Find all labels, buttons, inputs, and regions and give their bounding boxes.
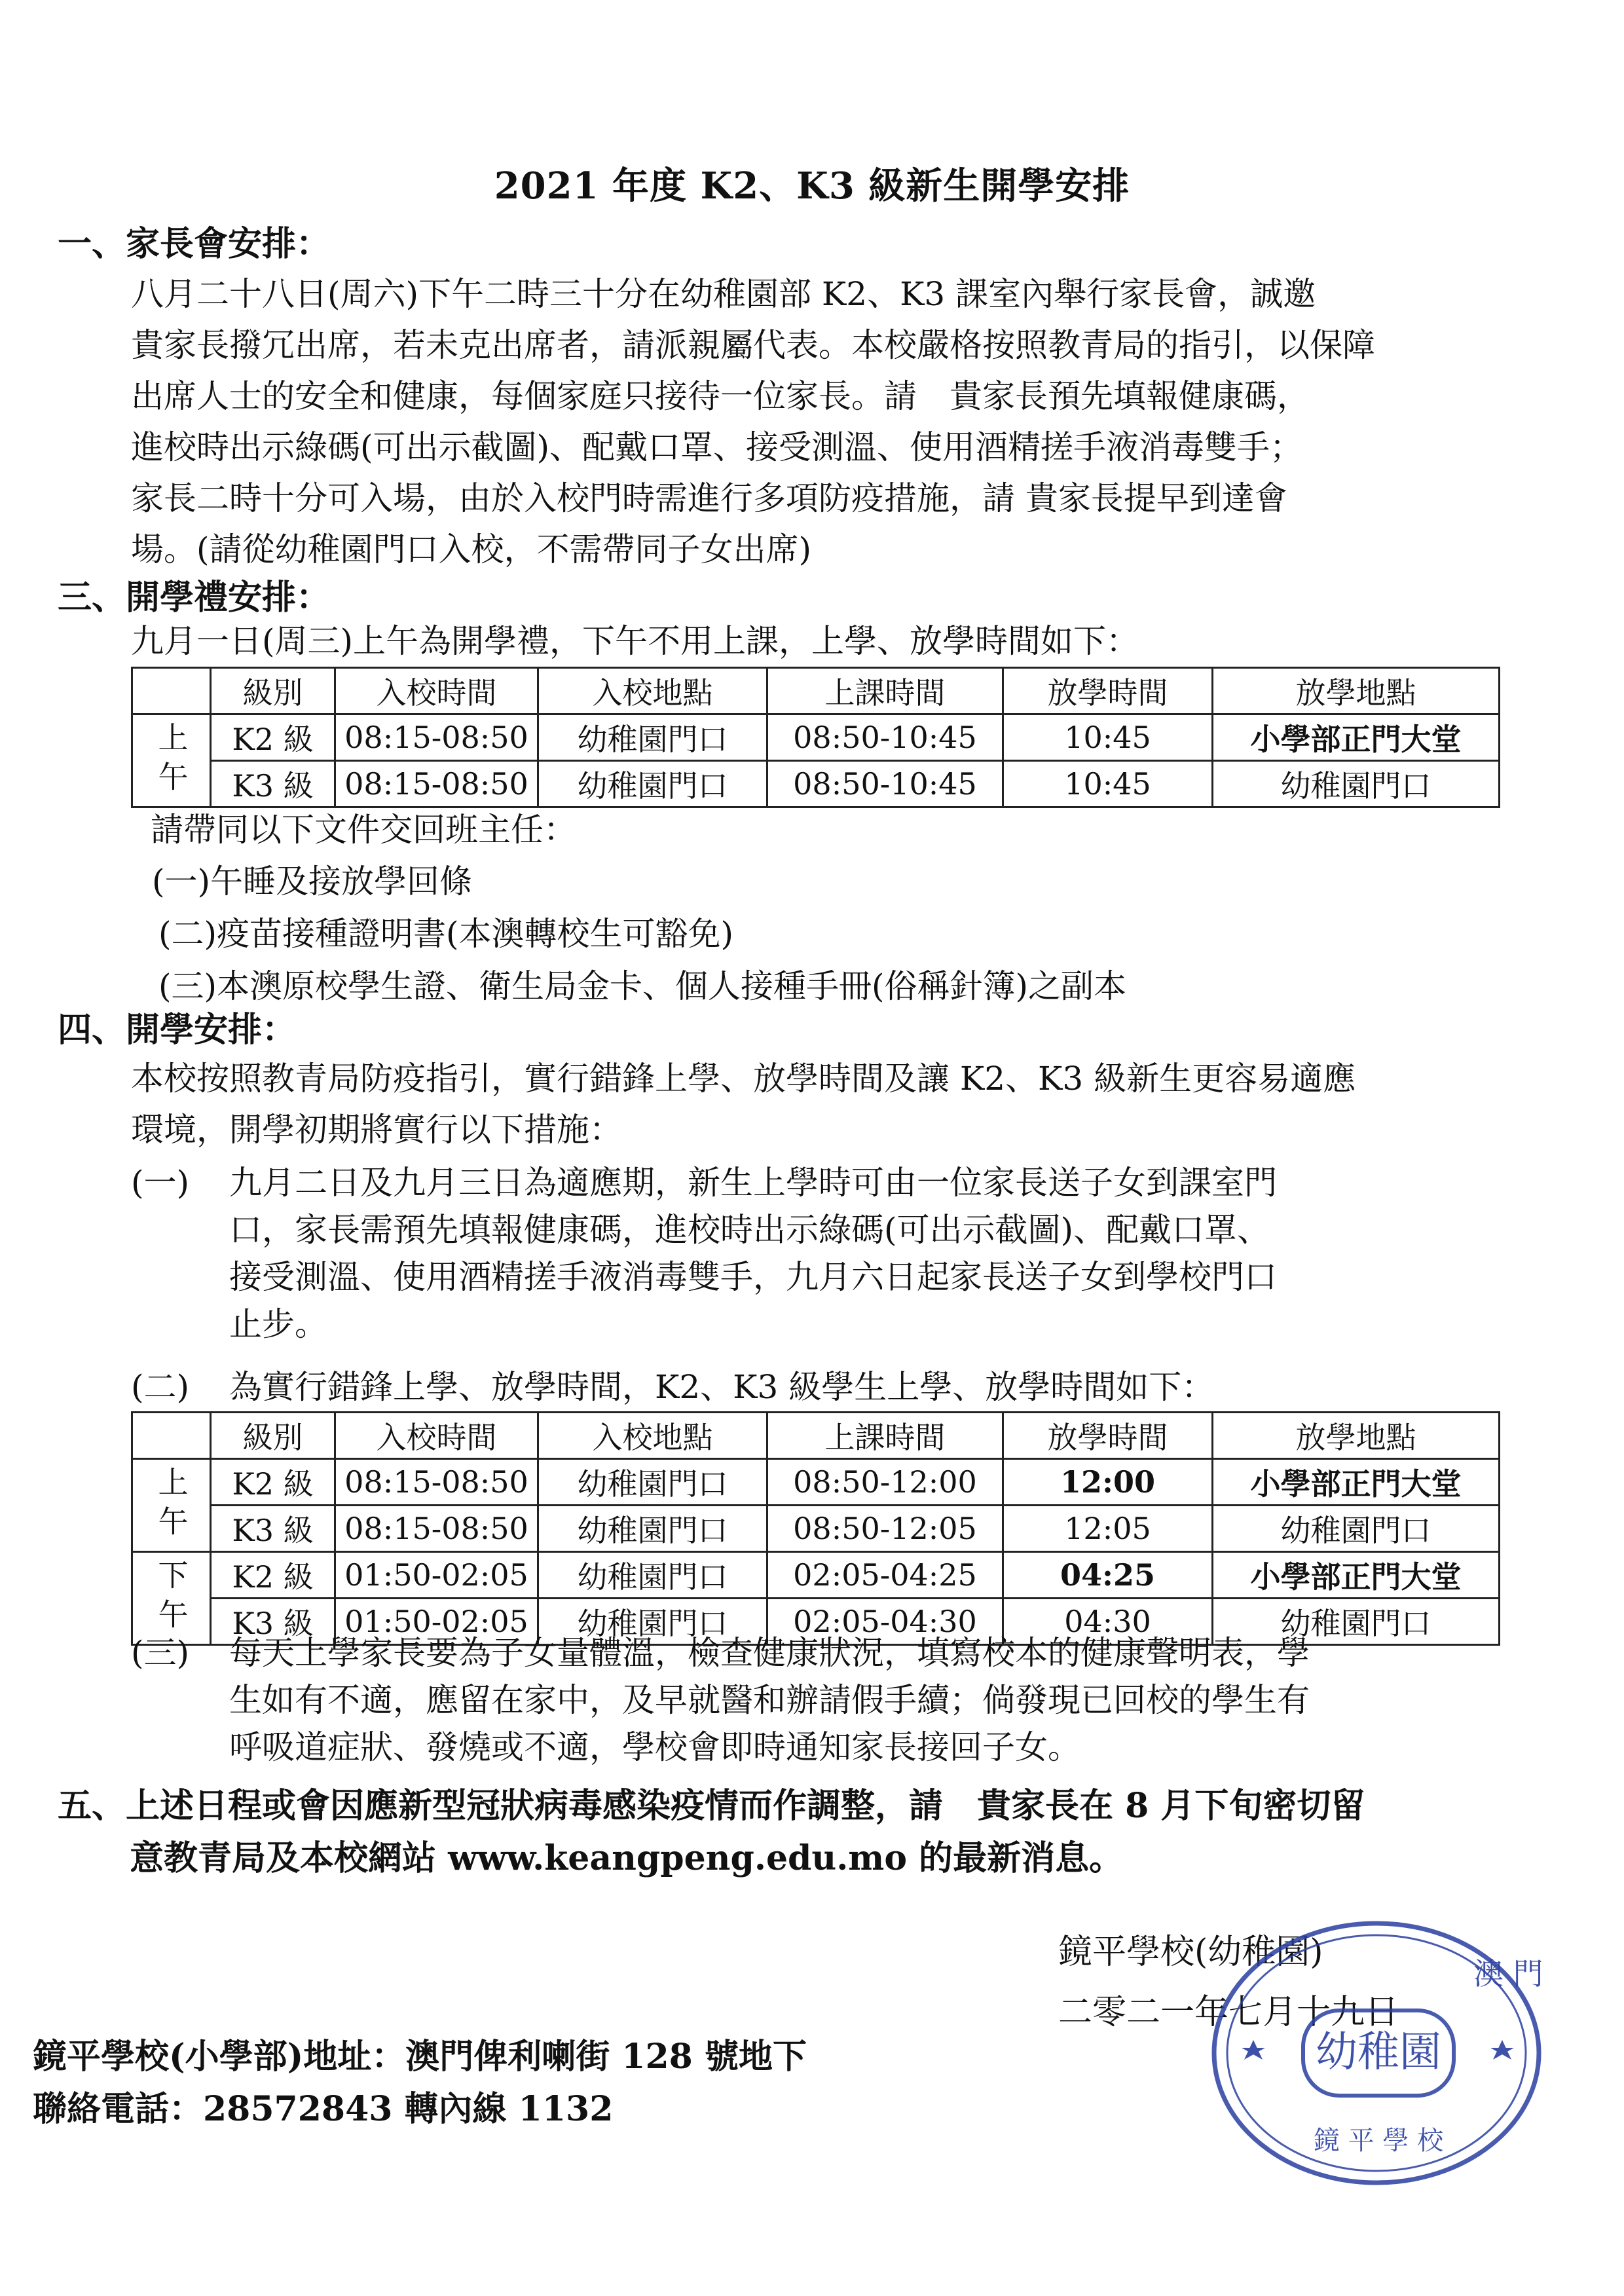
table-cell: 08:50-12:00	[767, 1459, 1003, 1506]
table-cell: 12:05	[1003, 1506, 1213, 1552]
table-cell: 幼稚園門口	[538, 714, 767, 761]
table-header-cell: 上課時間	[767, 1413, 1003, 1459]
table-header-cell: 級別	[211, 668, 335, 714]
table-cell: 08:15-08:50	[335, 1459, 538, 1506]
section5-notice	[58, 1780, 1365, 1885]
item-mark: (二)	[131, 1368, 190, 1406]
table-cell: 小學部正門大堂	[1213, 1552, 1500, 1599]
table-header-cell: 級別	[211, 1413, 335, 1459]
item-body	[229, 1629, 1310, 1771]
table-cell: 幼稚園門口	[538, 1459, 767, 1506]
section1-line: 貴家長撥冗出席，若未克出席者，請派親屬代表。本校嚴格按照教青局的指引，以保障	[131, 326, 1375, 364]
section4-intro	[131, 1053, 1356, 1155]
table-cell: 04:25	[1003, 1552, 1213, 1599]
table-cell: 12:00	[1003, 1459, 1213, 1506]
table-cell: K2 級	[211, 1552, 335, 1599]
staggered-schedule-table	[131, 1411, 1500, 1646]
measure-item-1	[131, 1159, 1506, 1356]
item-line: 九月二日及九月三日為適應期，新生上學時可由一位家長送子女到課室門	[229, 1164, 1277, 1202]
stamp-bottom-text: 鏡 平 學 校	[1313, 2126, 1444, 2156]
section1-line: 進校時出示綠碼(可出示截圖)、配戴口罩、接受測溫、使用酒精搓手液消毒雙手；	[131, 428, 1303, 466]
documents-intro: 請帶同以下文件交回班主任：	[151, 811, 576, 849]
section1-paragraph	[131, 268, 1375, 575]
item-line: 每天上學家長要為子女量體溫，檢查健康狀況，填寫校本的健康聲明表，學	[229, 1634, 1310, 1672]
table-cell: 10:45	[1003, 714, 1213, 761]
table-cell: 幼稚園門口	[538, 761, 767, 807]
item-body	[229, 1363, 1214, 1411]
item-line: 生如有不適，應留在家中，及早就醫和辦請假手續；倘發現已回校的學生有	[229, 1681, 1310, 1719]
table-cell: 小學部正門大堂	[1213, 1459, 1500, 1506]
section4-heading: 四、開學安排：	[58, 1010, 297, 1050]
table-header-cell: 放學地點	[1213, 1413, 1500, 1459]
item-line: 接受測溫、使用酒精搓手液消毒雙手，九月六日起家長送子女到學校門口	[229, 1258, 1277, 1296]
table-header-cell: 入校地點	[538, 1413, 767, 1459]
table-header-cell	[132, 1413, 211, 1459]
table-cell: 幼稚園門口	[1213, 1599, 1500, 1645]
table-header-cell: 放學時間	[1003, 1413, 1213, 1459]
table-cell: 01:50-02:05	[335, 1552, 538, 1599]
measure-item-3	[131, 1629, 1506, 1780]
table-cell: K3 級	[211, 1599, 335, 1645]
table-header-row	[132, 668, 1500, 714]
table-cell: 10:45	[1003, 761, 1213, 807]
signature-date: 二零二一年七月十九日	[1058, 1993, 1399, 2032]
school-signature: 鏡平學校(幼稚園)	[1058, 1933, 1323, 1972]
star-icon	[1242, 2040, 1265, 2060]
table-cell: 04:30	[1003, 1599, 1213, 1645]
table-row	[132, 1506, 1500, 1552]
document-title: 2021 年度 K2、K3 級新生開學安排	[494, 164, 1130, 208]
stamp-top-text: 澳 門	[1473, 1956, 1543, 1991]
table-cell: 幼稚園門口	[538, 1552, 767, 1599]
table-cell: 08:50-12:05	[767, 1506, 1003, 1552]
table-cell: K3 級	[211, 1506, 335, 1552]
table-row	[132, 1552, 1500, 1599]
period-label-am: 上午	[132, 714, 211, 807]
table-row	[132, 761, 1500, 807]
item-line: 止步。	[229, 1305, 327, 1343]
section4-intro-line: 環境，開學初期將實行以下措施：	[131, 1111, 622, 1149]
star-icon	[1490, 2040, 1514, 2060]
table-cell: 幼稚園門口	[1213, 1506, 1500, 1552]
section3-heading: 三、開學禮安排：	[58, 578, 331, 618]
table-header-cell: 入校地點	[538, 668, 767, 714]
table-cell: 01:50-02:05	[335, 1599, 538, 1645]
table-cell: 02:05-04:25	[767, 1552, 1003, 1599]
opening-ceremony-schedule-table	[131, 667, 1500, 808]
item-body	[229, 1159, 1277, 1348]
table-header-cell: 放學地點	[1213, 668, 1500, 714]
table-cell: 08:15-08:50	[335, 761, 538, 807]
list-item: (三)本澳原校學生證、衛生局金卡、個人接種手冊(俗稱針簿)之副本	[158, 967, 1127, 1005]
list-item: (二)疫苗接種證明書(本澳轉校生可豁免)	[158, 915, 734, 953]
section5-line: 意教青局及本校網站 www.keangpeng.edu.mo 的最新消息。	[130, 1838, 1124, 1878]
section4-intro-line: 本校按照教青局防疫指引，實行錯鋒上學、放學時間及讓 K2、K3 級新生更容易適應	[131, 1060, 1356, 1098]
table-cell: 小學部正門大堂	[1213, 714, 1500, 761]
period-label-pm: 下午	[132, 1552, 211, 1645]
item-line: 呼吸道症狀、發燒或不適，學校會即時通知家長接回子女。	[229, 1728, 1080, 1766]
measure-item-2	[131, 1363, 1506, 1416]
item-mark: (三)	[131, 1634, 190, 1672]
item-mark: (一)	[131, 1164, 190, 1202]
section5-line: 五、上述日程或會因應新型冠狀病毒感染疫情而作調整，請 貴家長在 8 月下旬密切留	[58, 1786, 1365, 1826]
footer-phone: 聯絡電話：28572843 轉內線 1132	[33, 2089, 614, 2129]
section3-intro: 九月一日(周三)上午為開學禮，下午不用上課，上學、放學時間如下：	[131, 622, 1139, 660]
section1-heading: 一、家長會安排：	[58, 224, 331, 264]
table-header-cell: 上課時間	[767, 668, 1003, 714]
table-cell: K2 級	[211, 1459, 335, 1506]
stamp-center-text: 幼稚園	[1316, 2028, 1441, 2077]
table-row	[132, 1459, 1500, 1506]
section1-line: 八月二十八日(周六)下午二時三十分在幼稚園部 K2、K3 課室內舉行家長會，誠邀	[131, 275, 1316, 313]
table-row	[132, 714, 1500, 761]
section1-line: 家長二時十分可入場，由於入校門時需進行多項防疫措施，請 貴家長提早到達會	[131, 479, 1287, 517]
documents-list	[152, 855, 1126, 1012]
school-seal-stamp	[1205, 1912, 1545, 2194]
table-cell: 幼稚園門口	[538, 1506, 767, 1552]
item-line: 為實行錯鋒上學、放學時間，K2、K3 級學生上學、放學時間如下：	[229, 1368, 1215, 1406]
list-item: (一)午睡及接放學回條	[152, 862, 473, 900]
table-cell: K2 級	[211, 714, 335, 761]
table-cell: 08:15-08:50	[335, 714, 538, 761]
table-header-row	[132, 1413, 1500, 1459]
table-cell: 08:50-10:45	[767, 761, 1003, 807]
table-cell: 08:50-10:45	[767, 714, 1003, 761]
table-cell: 08:15-08:50	[335, 1506, 538, 1552]
table-cell: 幼稚園門口	[538, 1599, 767, 1645]
table-cell: K3 級	[211, 761, 335, 807]
table-header-cell	[132, 668, 211, 714]
item-line: 口，家長需預先填報健康碼，進校時出示綠碼(可出示截圖)、配戴口罩、	[229, 1211, 1270, 1249]
table-header-cell: 入校時間	[335, 1413, 538, 1459]
section1-line: 出席人士的安全和健康，每個家庭只接待一位家長。請 貴家長預先填報健康碼，	[131, 377, 1310, 415]
table-header-cell: 放學時間	[1003, 668, 1213, 714]
section1-line: 場。(請從幼稚園門口入校，不需帶同子女出席)	[131, 530, 812, 568]
table-cell: 幼稚園門口	[1213, 761, 1500, 807]
table-cell: 02:05-04:30	[767, 1599, 1003, 1645]
table-header-cell: 入校時間	[335, 668, 538, 714]
footer-address: 鏡平學校(小學部)地址：澳門俾利喇街 128 號地下	[33, 2037, 807, 2077]
period-label-am: 上午	[132, 1459, 211, 1552]
